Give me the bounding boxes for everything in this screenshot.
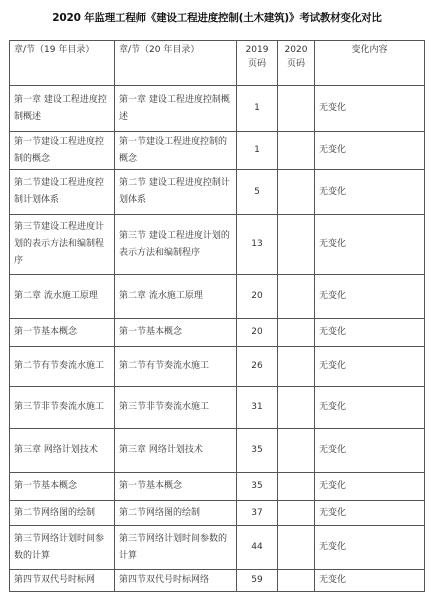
cell-2020-toc: 第三节网络计划时间参数的计算	[115, 526, 237, 570]
cell-2020-page	[278, 473, 315, 501]
cell-2020-page	[278, 347, 315, 387]
cell-2019-toc: 第四节双代号时标网	[10, 570, 115, 592]
cell-2020-toc: 第一节基本概念	[115, 319, 237, 347]
header-2020-toc: 章/节（20 年目录）	[115, 41, 237, 86]
cell-change: 无变化	[315, 86, 425, 132]
cell-2019-toc: 第一节基本概念	[10, 319, 115, 347]
cell-change: 无变化	[315, 526, 425, 570]
cell-2020-toc: 第一节基本概念	[115, 473, 237, 501]
cell-2019-page: 35	[237, 473, 278, 501]
cell-2019-page: 5	[237, 170, 278, 215]
cell-2019-toc: 第二节建设工程进度控制计划体系	[10, 170, 115, 215]
cell-2019-toc: 第一节基本概念	[10, 473, 115, 501]
cell-change: 无变化	[315, 347, 425, 387]
cell-2020-page	[278, 275, 315, 319]
cell-2020-toc: 第四节双代号时标网络	[115, 570, 237, 592]
table-row	[10, 387, 425, 429]
cell-2020-toc: 第二节 建设工程进度控制计划体系	[115, 170, 237, 215]
cell-change: 无变化	[315, 170, 425, 215]
cell-2019-page: 1	[237, 86, 278, 132]
cell-2019-page: 37	[237, 501, 278, 526]
cell-2019-toc: 第三节建设工程进度计划的表示方法和编制程序	[10, 215, 115, 275]
cell-2019-page: 44	[237, 526, 278, 570]
table-row	[10, 347, 425, 387]
table-row	[10, 319, 425, 347]
cell-change: 无变化	[315, 501, 425, 526]
cell-2020-page	[278, 215, 315, 275]
cell-2020-page	[278, 170, 315, 215]
table-row	[10, 132, 425, 170]
cell-2020-page	[278, 387, 315, 429]
table-row	[10, 473, 425, 501]
cell-change: 无变化	[315, 473, 425, 501]
cell-2020-toc: 第三节非节奏流水施工	[115, 387, 237, 429]
cell-2020-page	[278, 319, 315, 347]
cell-2019-toc: 第二节网络图的绘制	[10, 501, 115, 526]
cell-2020-toc: 第三节 建设工程进度计划的表示方法和编制程序	[115, 215, 237, 275]
cell-2020-toc: 第二节有节奏流水施工	[115, 347, 237, 387]
page-title: 2020 年监理工程师《建设工程进度控制(土木建筑)》考试教材变化对比	[52, 12, 382, 24]
cell-2019-page: 59	[237, 570, 278, 592]
cell-2019-page: 20	[237, 319, 278, 347]
table-row	[10, 501, 425, 526]
table-row	[10, 275, 425, 319]
header-2019-page: 2019 页码	[237, 41, 278, 86]
cell-2019-page: 26	[237, 347, 278, 387]
cell-change: 无变化	[315, 387, 425, 429]
cell-change: 无变化	[315, 429, 425, 473]
cell-2020-toc: 第一章 建设工程进度控制概述	[115, 86, 237, 132]
cell-2019-toc: 第三节非节奏流水施工	[10, 387, 115, 429]
cell-2019-toc: 第二节有节奏流水施工	[10, 347, 115, 387]
cell-2020-page	[278, 526, 315, 570]
table-header-row	[10, 41, 425, 86]
cell-2020-page	[278, 570, 315, 592]
cell-2019-page: 13	[237, 215, 278, 275]
cell-change: 无变化	[315, 319, 425, 347]
cell-2020-page	[278, 501, 315, 526]
cell-2019-page: 1	[237, 132, 278, 170]
cell-change: 无变化	[315, 570, 425, 592]
table-row	[10, 86, 425, 132]
cell-2020-page	[278, 86, 315, 132]
cell-2019-toc: 第三章 网络计划技术	[10, 429, 115, 473]
cell-2019-page: 31	[237, 387, 278, 429]
header-2019-toc: 章/节（19 年目录）	[10, 41, 115, 86]
cell-2020-page	[278, 429, 315, 473]
cell-2019-toc: 第三节网络计划时间参数的计算	[10, 526, 115, 570]
table-row	[10, 526, 425, 570]
cell-2020-toc: 第二章 流水施工原理	[115, 275, 237, 319]
cell-2019-toc: 第二章 流水施工原理	[10, 275, 115, 319]
cell-change: 无变化	[315, 275, 425, 319]
cell-2019-page: 20	[237, 275, 278, 319]
cell-2019-page: 35	[237, 429, 278, 473]
cell-change: 无变化	[315, 215, 425, 275]
cell-2019-toc: 第一章 建设工程进度控制概述	[10, 86, 115, 132]
cell-2019-toc: 第一节建设工程进度控制的概念	[10, 132, 115, 170]
table-row	[10, 570, 425, 592]
header-2020-page: 2020 页码	[278, 41, 315, 86]
table-row	[10, 215, 425, 275]
cell-2020-toc: 第一节建设工程进度控制的概念	[115, 132, 237, 170]
cell-2020-page	[278, 132, 315, 170]
comparison-table	[9, 40, 425, 592]
cell-change: 无变化	[315, 132, 425, 170]
cell-2020-toc: 第二节网络图的绘制	[115, 501, 237, 526]
table-row	[10, 429, 425, 473]
table-row	[10, 170, 425, 215]
table-body	[10, 86, 425, 592]
cell-2020-toc: 第三章 网络计划技术	[115, 429, 237, 473]
header-change: 变化内容	[315, 41, 425, 86]
